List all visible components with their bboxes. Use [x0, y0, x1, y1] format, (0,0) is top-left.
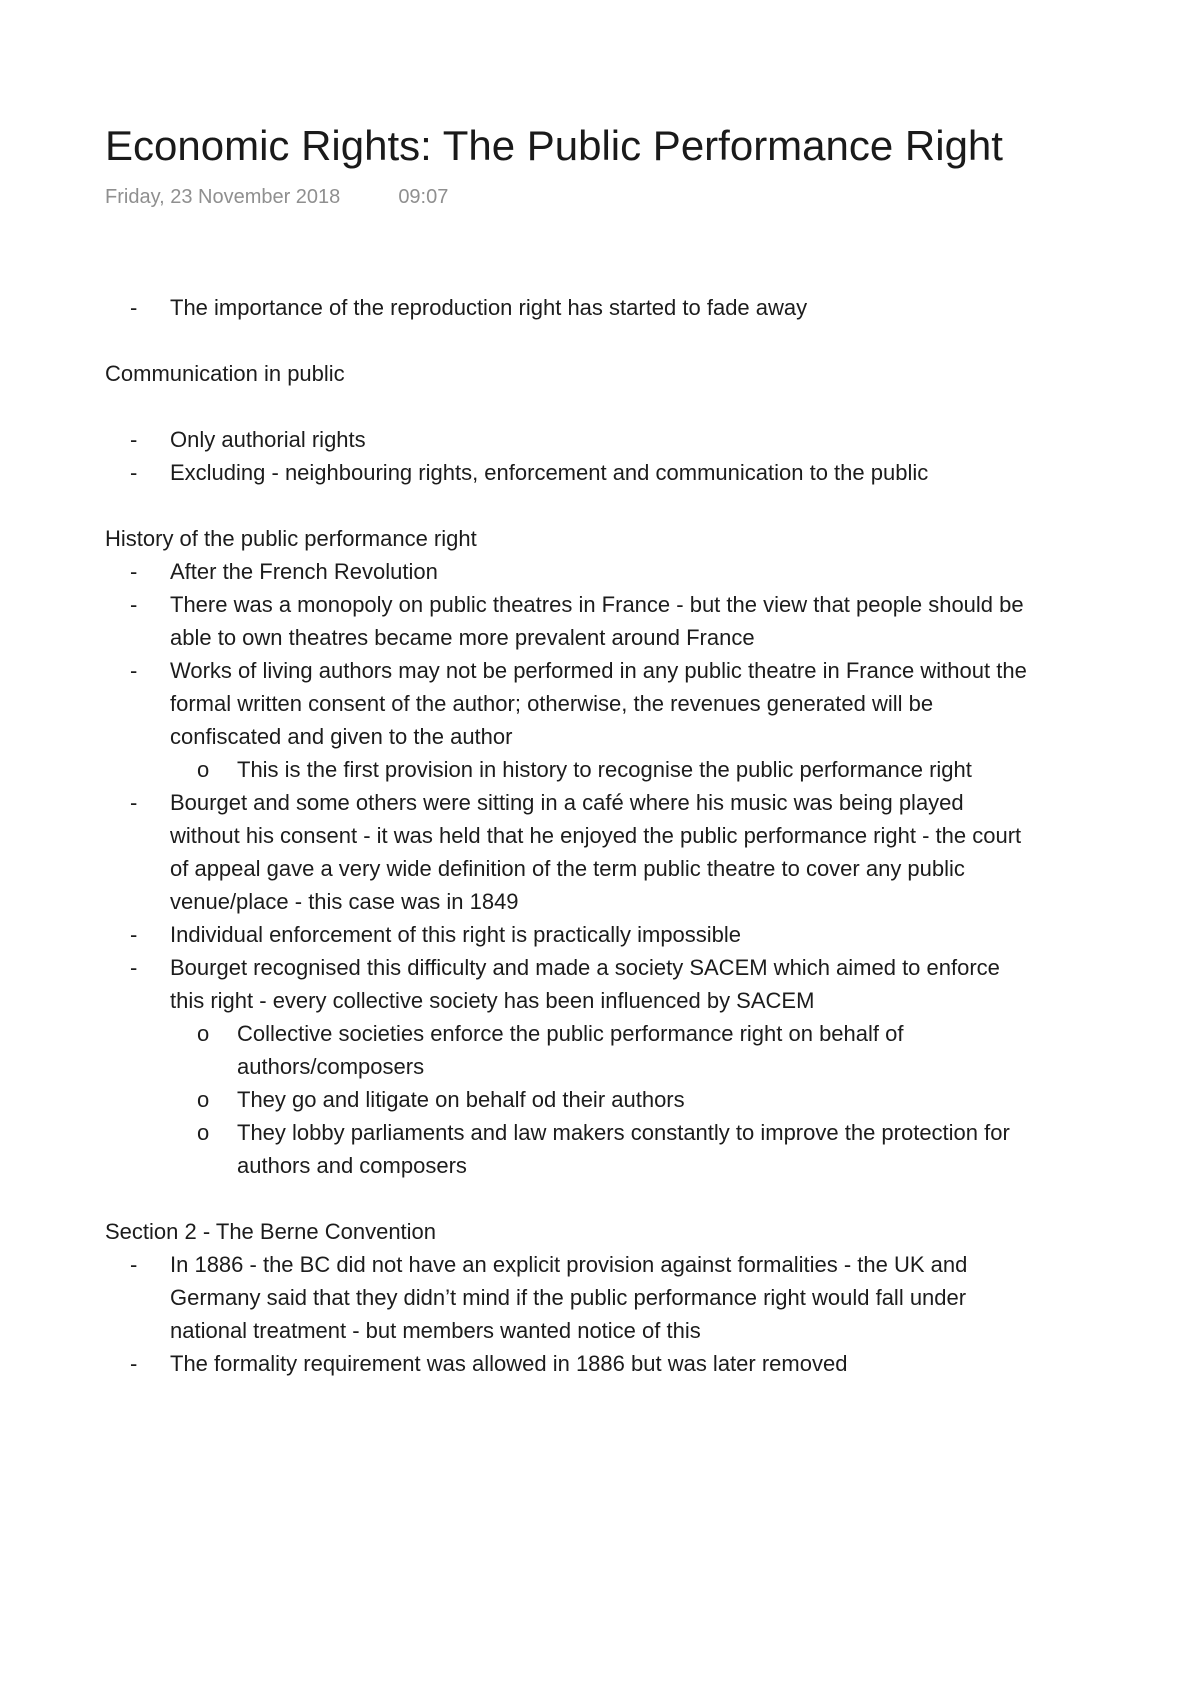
- circle-bullet-marker: o: [197, 757, 210, 783]
- bullet-text: There was a monopoly on public theatres in France - but the view that people should be able to own theatres became more prevalent around France: [170, 592, 1024, 651]
- bullet-item: [105, 654, 1035, 753]
- bullet-text: They go and litigate on behalf od their authors: [237, 1087, 685, 1113]
- bullet-text: In 1886 - the BC did not have an explicit provision against formalities - the UK and Germany said that they didn’t mind if the public performance right would fall under national treatment - but members wanted notice of this: [170, 1252, 968, 1344]
- circle-bullet-marker: o: [197, 1120, 210, 1146]
- dash-bullet-marker: -: [130, 592, 138, 618]
- bullet-text: Excluding - neighbouring rights, enforcement and communication to the public: [170, 460, 929, 486]
- bullet-text: They lobby parliaments and law makers constantly to improve the protection for authors and composers: [237, 1120, 1010, 1179]
- page-title: Economic Rights: The Public Performance Right: [105, 122, 1003, 169]
- sub-bullet-item: [105, 1017, 1035, 1083]
- bullet-text: After the French Revolution: [170, 559, 438, 585]
- bullet-text: The importance of the reproduction right has started to fade away: [170, 295, 808, 321]
- bullet-item: [105, 1248, 1035, 1347]
- bullet-item: [105, 423, 1035, 456]
- dash-bullet-marker: -: [130, 559, 138, 585]
- bullet-item: [105, 291, 1035, 324]
- bullet-item: [105, 918, 1035, 951]
- blank-line: [105, 1182, 1035, 1215]
- blank-line: [105, 489, 1035, 522]
- bullet-item: [105, 951, 1035, 1017]
- bullet-text: Collective societies enforce the public performance right on behalf of authors/composers: [237, 1021, 904, 1080]
- sub-bullet-item: [105, 753, 1035, 786]
- blank-line: [105, 390, 1035, 423]
- dash-bullet-marker: -: [130, 295, 138, 321]
- bullet-text: Individual enforcement of this right is practically impossible: [170, 922, 742, 948]
- dash-bullet-marker: -: [130, 658, 138, 684]
- dash-bullet-marker: -: [130, 427, 138, 453]
- note-time: 09:07: [398, 186, 449, 209]
- dash-bullet-marker: -: [130, 1351, 138, 1377]
- bullet-item: [105, 588, 1035, 654]
- bullet-item: [105, 1347, 1035, 1380]
- bullet-text: This is the first provision in history to recognise the public performance right: [237, 757, 972, 783]
- bullet-text: Works of living authors may not be performed in any public theatre in France without the formal written consent of the author; otherwise, the revenues generated will be confiscated and given to the author: [170, 658, 1027, 750]
- bullet-item: [105, 555, 1035, 588]
- bullet-text: Only authorial rights: [170, 427, 366, 453]
- sub-bullet-item: [105, 1116, 1035, 1182]
- dash-bullet-marker: -: [130, 790, 138, 816]
- sub-bullet-item: [105, 1083, 1035, 1116]
- dash-bullet-marker: -: [130, 955, 138, 981]
- bullet-text: Bourget recognised this difficulty and made a society SACEM which aimed to enforce this right - every collective society has been influenced by SACEM: [170, 955, 1000, 1014]
- dash-bullet-marker: -: [130, 922, 138, 948]
- circle-bullet-marker: o: [197, 1087, 210, 1113]
- section-heading: History of the public performance right: [105, 526, 477, 552]
- circle-bullet-marker: o: [197, 1021, 210, 1047]
- dash-bullet-marker: -: [130, 1252, 138, 1278]
- section-heading: Communication in public: [105, 361, 345, 387]
- bullet-item: [105, 456, 1035, 489]
- note-body: [105, 291, 1035, 1380]
- bullet-text: The formality requirement was allowed in 1886 but was later removed: [170, 1351, 848, 1377]
- dash-bullet-marker: -: [130, 460, 138, 486]
- bullet-item: [105, 786, 1035, 918]
- note-date: Friday, 23 November 2018: [105, 186, 341, 209]
- bullet-text: Bourget and some others were sitting in a café where his music was being played without his consent - it was held that he enjoyed the public performance right - the court of appeal gave a very wide definition of the term public theatre to cover any public venue/place - this case was in 1849: [170, 790, 1022, 915]
- note-meta: [105, 186, 1095, 209]
- blank-line: [105, 324, 1035, 357]
- section-heading: Section 2 - The Berne Convention: [105, 1219, 437, 1245]
